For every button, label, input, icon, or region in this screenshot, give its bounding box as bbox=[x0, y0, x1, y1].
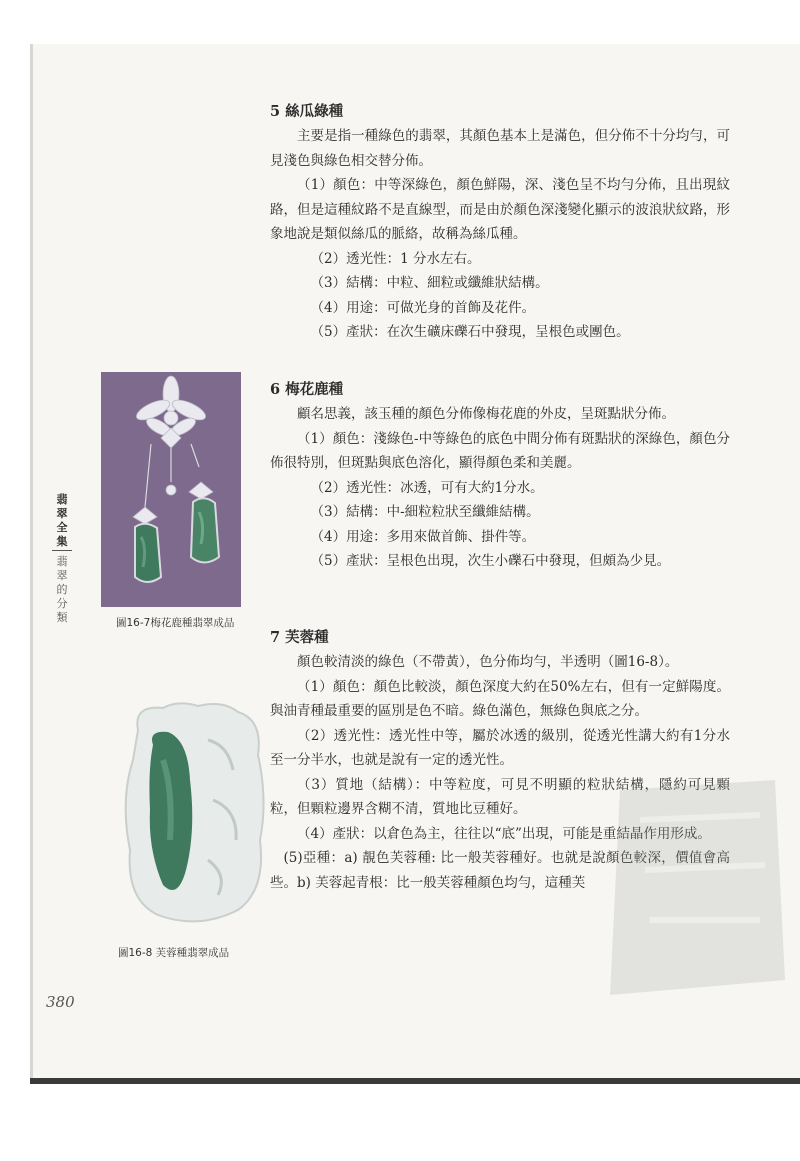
section-5-intro: 主要是指一種綠色的翡翠，其顏色基本上是滿色，但分佈不十分均勻，可見淺色與綠色相交替分佈。 bbox=[270, 128, 730, 169]
section-6-occurrence: （5）產狀：呈根色出現，次生小礫石中發現，但頗為少見。 bbox=[310, 553, 671, 569]
section-7-subtypes: (5)亞種：a) 靚色芙蓉種: 比一般芙蓉種好。也就是說顏色較深，價值會高些。b) 芙蓉起青根：比一般芙蓉種顏色均勻，這種芙 bbox=[270, 850, 730, 891]
section-5-occurrence: （5）產狀：在次生礦床礫石中發現，呈根色或團色。 bbox=[310, 324, 630, 340]
section-6-translucency: （2）透光性：冰透，可有大約1分水。 bbox=[310, 479, 544, 496]
section-6-color: （1）顏色：淺綠色-中等綠色的底色中間分佈有斑點狀的深綠色，顏色分佈很特別，但斑點與底色溶化，顯得顏色柔和美麗。 bbox=[270, 430, 730, 471]
section-6-structure: （3）結構：中-細粒粒狀至纖維結構。 bbox=[310, 504, 540, 520]
section-5-color: （1）顏色：中等深綠色，顏色鮮陽，深、淺色呈不均勻分佈，且出現紋路，但是這種紋路不是直線型，而是由於顏色深淺變化顯示的波浪狀紋路，形象地說是類似絲瓜的脈絡，故稱為絲瓜種。 bbox=[270, 177, 730, 242]
section-7-texture: （3）質地（結構）：中等粒度，可見不明顯的粒狀結構，隱約可見顆粒，但顆粒邊界含糊不清，質地比豆種好。 bbox=[270, 776, 730, 817]
jade-carving-photo bbox=[118, 700, 268, 930]
page-bottom-edge bbox=[30, 1078, 800, 1084]
section-5-use: （4）用途：可做光身的首飾及花件。 bbox=[310, 299, 536, 316]
section-7-color: （1）顏色：顏色比較淡，顏色深度大約在50%左右，但有一定鮮陽度。與油青種最重要的區別是色不暗。綠色滿色，無綠色與底之分。 bbox=[270, 678, 730, 719]
section-7-title: 7 芙蓉種 bbox=[270, 629, 329, 646]
figure-16-8-caption: 圖16-8 芙蓉種翡翠成品 bbox=[118, 947, 230, 959]
section-7-occurrence: （4）產狀：以倉色為主，往往以“底”出現，可能是重結晶作用形成。 bbox=[297, 825, 711, 842]
figure-16-7-caption: 圖16-7梅花鹿種翡翠成品 bbox=[116, 617, 235, 629]
earring-photo bbox=[101, 372, 241, 607]
section-5-translucency: （2）透光性：1 分水左右。 bbox=[310, 250, 481, 267]
section-6 bbox=[270, 378, 730, 574]
section-6-title: 6 梅花鹿種 bbox=[270, 381, 344, 398]
side-tab-book-text: 翡翠全集 bbox=[56, 493, 68, 548]
side-tab-divider bbox=[52, 550, 72, 551]
section-6-use: （4）用途：多用來做首飾、掛件等。 bbox=[310, 528, 536, 545]
section-7-translucency: （2）透光性：透光性中等，屬於冰透的級別，從透光性講大約有1分水至一分半水，也就是說有一定的透光性。 bbox=[270, 727, 730, 768]
side-tab-chapter-text: 翡翠的分類 bbox=[56, 555, 68, 624]
section-6-intro: 顧名思義，該玉種的顏色分佈像梅花鹿的外皮，呈斑點狀分佈。 bbox=[297, 406, 675, 422]
seal-stamp-watermark bbox=[600, 770, 790, 1000]
page-edge bbox=[30, 44, 33, 1084]
section-7-intro: 顏色較清淡的綠色（不帶黃），色分佈均勻，半透明（圖16-8）。 bbox=[297, 654, 679, 670]
side-tab-book bbox=[50, 493, 74, 549]
page-number: 380 bbox=[46, 993, 75, 1011]
section-5-title: 5 絲瓜綠種 bbox=[270, 103, 344, 120]
section-5-structure: （3）結構：中粒、細粒或纖維狀結構。 bbox=[310, 275, 549, 291]
side-tab-chapter bbox=[50, 555, 74, 625]
section-5 bbox=[270, 100, 730, 345]
